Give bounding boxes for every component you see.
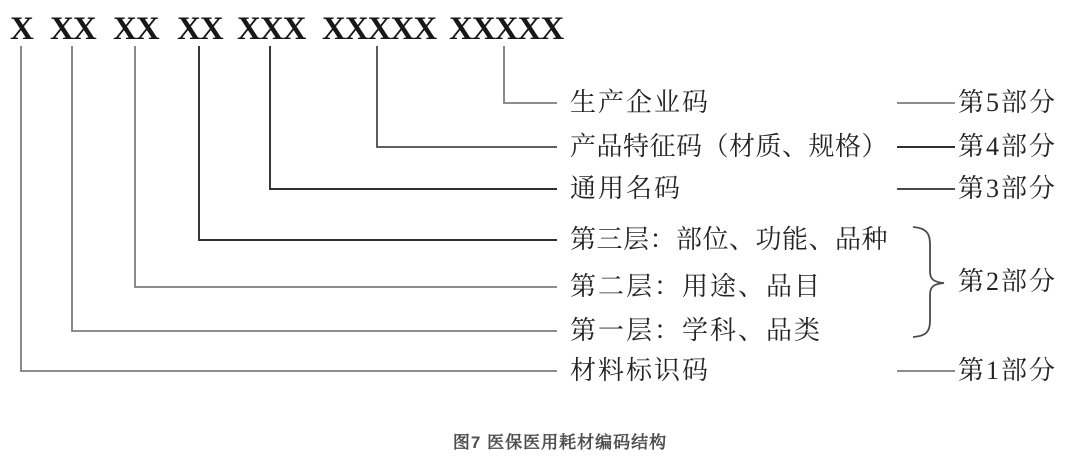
part-label-1: 第1部分 [958, 356, 1058, 385]
figure-caption: 图7 医保医用耗材编码结构 [452, 433, 668, 452]
part-label-3: 第3部分 [958, 174, 1058, 203]
row-label-product-trait: 产品特征码（材质、规格） [570, 132, 889, 161]
code-segment-1: X [10, 11, 33, 47]
code-segment-5: XXX [237, 11, 306, 47]
part-label-2: 第2部分 [958, 267, 1058, 296]
row-label-generic-name: 通用名码 [570, 174, 683, 203]
segment-line-1 [21, 46, 557, 371]
code-segment-2: XX [50, 11, 96, 47]
row-label-layer-2: 第二层：用途、品目 [570, 272, 823, 301]
part-label-4: 第4部分 [958, 132, 1058, 161]
code-segment-6: XXXXX [322, 11, 437, 47]
row-label-layer-1: 第一层：学科、品类 [570, 316, 823, 345]
segment-line-6 [377, 46, 557, 147]
segment-line-7 [504, 46, 557, 103]
segment-line-5 [270, 46, 557, 189]
code-segment-4: XX [177, 11, 223, 47]
row-label-material-id: 材料标识码 [570, 356, 711, 385]
code-segment-3: XX [113, 11, 159, 47]
part-label-5: 第5部分 [958, 88, 1058, 117]
row-label-manufacturer: 生产企业码 [570, 88, 711, 117]
row-label-layer-3: 第三层：部位、功能、品种 [570, 225, 889, 254]
part2-brace [913, 227, 944, 337]
code-segment-7: XXXXX [449, 11, 564, 47]
